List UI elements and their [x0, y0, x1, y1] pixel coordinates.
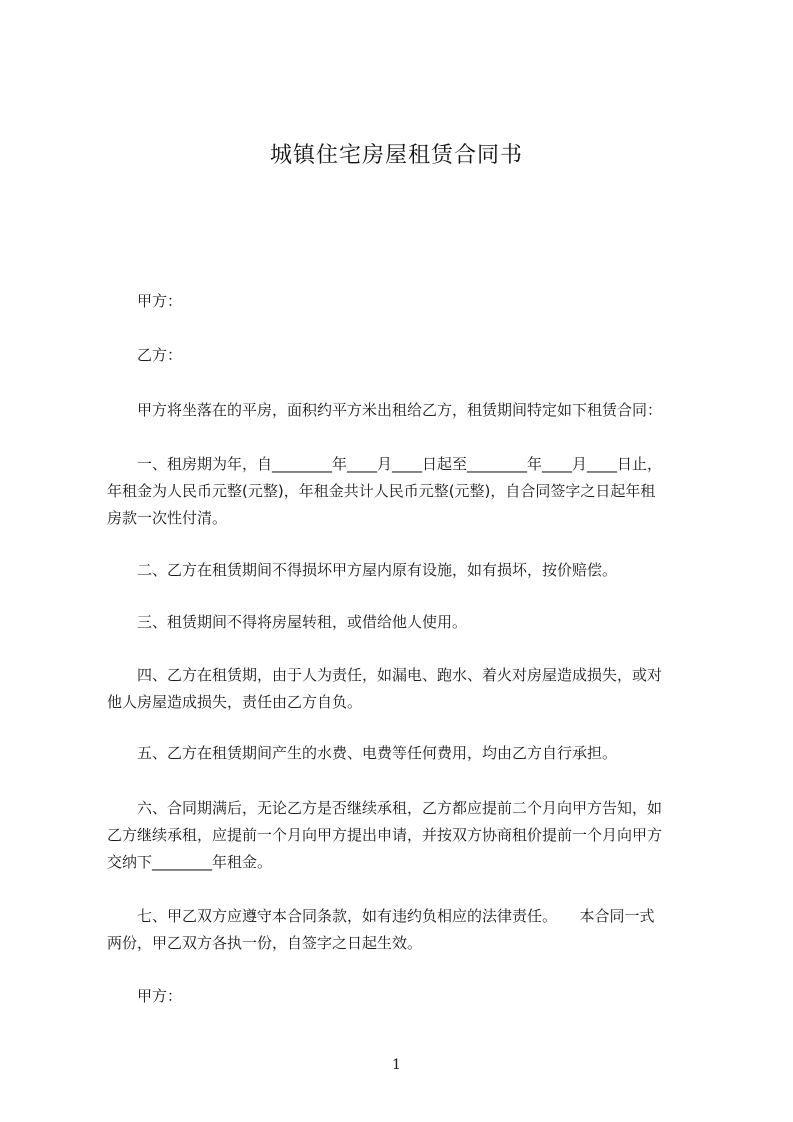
party-a-label: 甲方： [137, 292, 183, 310]
clause-5: 五、乙方在租赁期间产生的水费、电费等任何费用，均由乙方自行承担。 [137, 744, 618, 762]
clause-3: 三、租赁期间不得将房屋转租，或借给他人使用。 [137, 613, 468, 631]
party-a-signature-label: 甲方： [137, 987, 183, 1005]
clause-6-line-2: 乙方继续承租，应提前一个月向甲方提出申请，并按双方协商租价提前一个月向甲方 [107, 826, 663, 844]
clause-1-line-2: 年租金为人民币元整(元整)，年租金共计人民币元整(元整)，自合同签字之日起年租 [107, 482, 656, 500]
page-number: 1 [392, 1057, 401, 1073]
clause-1-line-3: 房款一次性付清。 [107, 509, 228, 527]
clause-2: 二、乙方在租赁期间不得损坏甲方屋内原有设施，如有损坏，按价赔偿。 [137, 561, 618, 579]
clause-7-line-2: 两份，甲乙双方各执一份，自签字之日起生效。 [107, 934, 423, 952]
clause-4-line-2: 他人房屋造成损失，责任由乙方自负。 [107, 693, 363, 711]
clause-4-line-1: 四、乙方在租赁期，由于人为责任，如漏电、跑水、着火对房屋造成损失，或对 [137, 666, 663, 684]
party-b-label: 乙方： [137, 346, 183, 364]
clause-7-line-1: 七、甲乙双方应遵守本合同条款，如有违约负相应的法律责任。 本合同一式 [137, 907, 655, 925]
clause-6-line-1: 六、合同期满后，无论乙方是否继续承租，乙方都应提前二个月向甲方告知，如 [137, 799, 663, 817]
clause-6-line-3: 交纳下________年租金。 [107, 853, 273, 871]
clause-1-line-1: 一、租房期为年，自________年____月____日起至________年____月____日止， [137, 455, 663, 473]
document-title: 城镇住宅房屋租赁合同书 [269, 143, 523, 168]
intro-paragraph: 甲方将坐落在的平房，面积约平方米出租给乙方，租赁期间特定如下租赁合同： [137, 401, 663, 419]
